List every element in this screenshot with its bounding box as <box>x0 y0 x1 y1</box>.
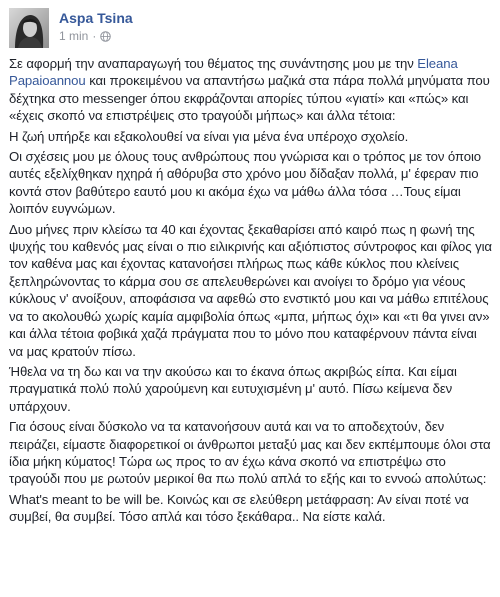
post-paragraph: What's meant to be will be. Κοινώς και σε ελεύθερη μετάφραση: Αν είναι ποτέ να συμβεί, θα συμβεί. Τόσο απλά και τόσο ξεκάθαρα.. Να είστε καλά. <box>9 491 469 525</box>
profile-photo-icon <box>9 8 49 48</box>
author-name[interactable]: Aspa Tsina <box>59 10 133 26</box>
meta-separator: · <box>92 29 97 43</box>
post-paragraph: Η ζωή υπήρξε και εξακολουθεί να είναι για μένα ένα υπέροχο σχολείο. <box>9 128 409 144</box>
author-avatar[interactable] <box>9 8 49 48</box>
post-timestamp[interactable]: 1 min <box>59 29 89 43</box>
post-paragraph <box>9 55 493 125</box>
globe-icon[interactable] <box>100 31 111 42</box>
post-paragraph: Δυο μήνες πριν κλείσω τα 40 και έχοντας ξεκαθαρίσει από καιρό πως η φωνή της ψυχής του καθενός μας είναι ο πιο ειλικρινής και αξιόπιστος σύντροφος και φίλος για τον καθένα μας και έχοντας κατανοήσει πλήρως πως κάθε κύκλος που κλείνεις ξεπληρώνοντας το κάρμα σου σε απελευθερώνει και ανοίγει το δρόμο για νέους κύκλους ν' ανοίξουν, αποφάσισα να αφεθώ στο ενστικτό μου και να μάθω επιτέλους να το ακολουθώ χωρίς καμία αμφιβολία όπως «μπα, μήπως όχι» και «τι θα γινει αν» και άλλα τέτοια φοβικά χαζά πράγματα που το μόνο που καταφέρνουν πάντα είναι να μας κρατούν πίσω. <box>9 221 492 359</box>
post-body <box>9 55 493 529</box>
post-paragraph: Οι σχέσεις μου με όλους τους ανθρώπους που γνώρισα και ο τρόπος με τον όποιο αυτές εξελίχθηκαν ηχηρά ή αθόρυβα στο χρόνο μου δίδαξαν πολλά, μ' έφεραν πιο κοντά στον βαθύτερο εαυτό μου κι ακόμα έχω να μάθω άλλα τόσα …Τους είμαι λοιπόν ευγνώμων. <box>9 149 482 217</box>
post-header <box>9 8 489 48</box>
mention-link[interactable]: Eleana Papaioannou <box>9 56 458 89</box>
post-meta <box>59 29 111 43</box>
post-paragraph: Για όσους είναι δύσκολο να τα κατανοήσουν αυτά και να το αποδεχτούν, δεν πειράζει, είμαστε διαφορετικοί οι άνθρωποι μεταξύ μας και δεν εκπέμπουμε όλοι στα ίδια μήκη κύματος! Τώρα ως προς το αν έχω κάνα σκοπό να επιστρέψω στο τραγούδι που με ρωτούν μερικοί θα πω πολύ απλά το εξής και το εννοώ απολύτως: <box>9 419 491 487</box>
paragraph-text: Σε αφορμή την αναπαραγωγή του θέματος της συνάντησης μου με την <box>9 56 418 71</box>
post-paragraph: Ήθελα να τη δω και να την ακούσω και το έκανα όπως ακριβώς είπα. Και είμαι πραγματικά πολύ πολύ χαρούμενη και ευτυχισμένη μ' αυτό. Πίσω κείμενα δεν υπάρχουν. <box>9 363 457 414</box>
paragraph-text: και προκειμένου να απαντήσω μαζικά στα πάρα πολλά μηνύματα που δέχτηκα στο messenger όπου εκφράζονται απορίες τύπου «γιατί» και «πώς» και «έχεις σκοπό να επιστρέψεις στο τραγούδι μήπως» και άλλα τέτοια: <box>9 73 490 124</box>
